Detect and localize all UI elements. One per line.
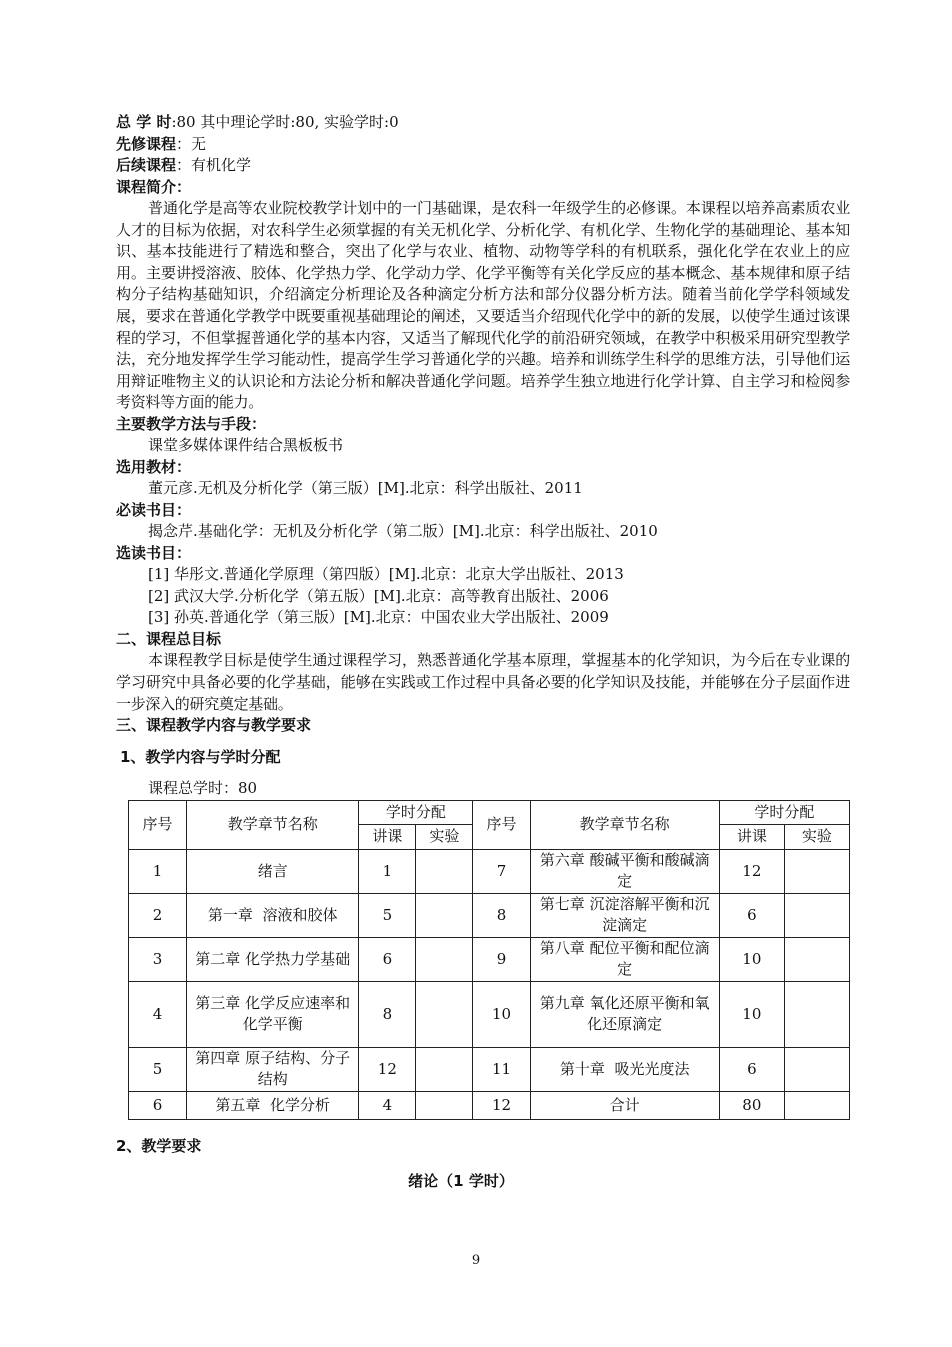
cell-no: 3 — [129, 937, 187, 981]
cell-lab — [416, 1047, 473, 1091]
prereq-line — [116, 134, 850, 156]
optional-item: [2] 武汉大学.分析化学（第五版）[M].北京：高等教育出版社、2006 — [148, 586, 609, 605]
cell-lecture: 8 — [359, 981, 416, 1047]
cell-lab — [784, 1091, 849, 1119]
chapter-number: 第八章 — [539, 939, 585, 958]
header-lecture: 讲课 — [359, 824, 416, 849]
methods-value: 课堂多媒体课件结合黑板板书 — [148, 436, 344, 455]
cell-chapter — [187, 981, 359, 1047]
optional-item: [1] 华彤文.普通化学原理（第四版）[M].北京：北京大学出版社、2013 — [148, 565, 624, 584]
chapter-number: 第七章 — [539, 895, 585, 914]
chapter-number: 第五章 — [215, 1095, 261, 1114]
schedule-table — [128, 800, 850, 1120]
chapter-title: 合计 — [609, 1095, 640, 1114]
prereq-label: 先修课程 — [116, 134, 177, 153]
cell-no: 12 — [473, 1091, 530, 1119]
chapter-title: 沉淀溶解平衡和沉淀滴定 — [589, 895, 710, 935]
optional-label: 选读书目： — [116, 543, 192, 562]
cell-lecture: 6 — [719, 893, 784, 937]
cell-lecture: 10 — [719, 981, 784, 1047]
textbook-label: 选用教材： — [116, 457, 192, 476]
cell-lab — [416, 981, 473, 1047]
cell-chapter — [187, 893, 359, 937]
cell-chapter — [530, 893, 719, 937]
intro-label: 课程简介： — [116, 177, 192, 196]
cell-lab — [416, 893, 473, 937]
page-number: 9 — [471, 1253, 481, 1268]
chapter-number: 第二章 — [195, 949, 241, 968]
cell-no: 10 — [473, 981, 530, 1047]
cell-lab — [784, 937, 849, 981]
cell-chapter — [530, 1091, 719, 1119]
table-row — [129, 893, 850, 937]
total-hours-line — [116, 112, 850, 134]
cell-lecture: 12 — [359, 1047, 416, 1091]
document-body — [116, 112, 850, 1193]
cell-lecture: 4 — [359, 1091, 416, 1119]
header-lecture: 讲课 — [719, 824, 784, 849]
total-hours-note: 课程总学时：80 — [148, 779, 258, 798]
chapter-title: 化学分析 — [269, 1095, 330, 1114]
cell-lab — [784, 849, 849, 893]
chapter-title: 配位平衡和配位滴定 — [589, 939, 710, 979]
cell-lab — [784, 981, 849, 1047]
cell-no: 11 — [473, 1047, 530, 1091]
cell-lecture: 6 — [719, 1047, 784, 1091]
cell-lecture: 12 — [719, 849, 784, 893]
cell-lab — [416, 937, 473, 981]
prereq-value: ：无 — [176, 134, 207, 153]
cell-no: 8 — [473, 893, 530, 937]
chapter-number: 第九章 — [539, 994, 585, 1013]
cell-no: 4 — [129, 981, 187, 1047]
section-title: 绪论（1 学时） — [408, 1172, 514, 1191]
cell-lab — [416, 849, 473, 893]
cell-chapter — [187, 849, 359, 893]
chapter-number: 第四章 — [195, 1049, 241, 1068]
cell-chapter — [187, 1091, 359, 1119]
cell-chapter — [530, 1047, 719, 1091]
follow-label: 后续课程 — [116, 156, 177, 174]
header-lab: 实验 — [416, 824, 473, 849]
optional-item: [3] 孙英.普通化学（第三版）[M].北京：中国农业大学出版社、2009 — [148, 608, 609, 627]
chapter-title: 氧化还原平衡和氧化还原滴定 — [587, 994, 710, 1034]
cell-lab — [416, 1091, 473, 1119]
cell-lecture: 5 — [359, 893, 416, 937]
cell-no: 2 — [129, 893, 187, 937]
cell-no: 6 — [129, 1091, 187, 1119]
chapter-number: 第六章 — [539, 851, 585, 870]
table-row — [129, 1091, 850, 1119]
cell-lecture: 10 — [719, 937, 784, 981]
total-hours-value: :80 其中理论学时:80, 实验学时:0 — [171, 113, 399, 131]
goal-heading: 二、课程总目标 — [116, 629, 222, 648]
content-heading: 三、课程教学内容与教学要求 — [116, 716, 312, 735]
required-label: 必读书目： — [116, 500, 192, 519]
required-value: 揭念芹.基础化学：无机及分析化学（第二版）[M].北京：科学出版社、2010 — [148, 522, 658, 541]
chapter-number: 第三章 — [195, 994, 241, 1013]
table-row — [129, 937, 850, 981]
table-row — [129, 849, 850, 893]
cell-chapter — [187, 1047, 359, 1091]
cell-lab — [784, 1047, 849, 1091]
table-row — [129, 981, 850, 1047]
follow-value: ：有机化学 — [176, 156, 252, 174]
chapter-title: 原子结构、分子结构 — [245, 1049, 351, 1089]
cell-chapter — [187, 937, 359, 981]
cell-no: 5 — [129, 1047, 187, 1091]
header-lab: 实验 — [784, 824, 849, 849]
sub-heading-content: 1、教学内容与学时分配 — [120, 747, 281, 766]
chapter-title: 溶液和胶体 — [262, 905, 338, 924]
cell-no: 9 — [473, 937, 530, 981]
table-row — [129, 1047, 850, 1091]
intro-paragraph: 普通化学是高等农业院校教学计划中的一门基础课，是农科一年级学生的必修课。本课程以培养高素质农业人才的目标为依据，对农科学生必须掌握的有关无机化学、分析化学、有机化学、生物化学的基础理论、基本知识、基本技能进行了精选和整合，突出了化学与农业、植物、动物等学科的有机联系，强化化学在农业上的应用。主要讲授溶液、胶体、化学热力学、化学动力学、化学平衡等有关化学反应的基本概念、基本规律和原子结构分子结构基础知识，介绍滴定分析理论及各种滴定分析方法和部分仪器分析方法。随着当前化学学科领域发展，要求在普通化学教学中既要重视基础理论的阐述，又要适当介绍现代化学中的新的发展，以使学生通过该课程的学习，不但掌握普通化学的基本内容，又适当了解现代化学的前沿研究领域，在教学中积极采用研究型教学法，充分地发挥学生学习能动性，提高学生学习普通化学的兴趣。培养和训练学生科学的思维方法，引导他们运用辩证唯物主义的认识论和方法论分析和解决普通化学问题。培养学生独立地进行化学计算、自主学习和检阅参考资料等方面的能力。 — [116, 199, 850, 412]
cell-chapter — [530, 981, 719, 1047]
goal-paragraph: 本课程教学目标是使学生通过课程学习，熟悉普通化学基本原理，掌握基本的化学知识，为今后在专业课的学习研究中具备必要的化学基础，能够在实践或工作过程中具备必要的化学知识及技能，并能够在分子层面作进一步深入的研究奠定基础。 — [116, 651, 850, 713]
cell-lab — [784, 893, 849, 937]
cell-no: 1 — [129, 849, 187, 893]
header-no: 序号 — [129, 800, 187, 849]
follow-line — [116, 155, 850, 177]
chapter-title: 绪言 — [257, 861, 288, 880]
cell-no: 7 — [473, 849, 530, 893]
header-alloc: 学时分配 — [719, 800, 849, 824]
chapter-number: 第十章 — [559, 1059, 605, 1078]
header-name: 教学章节名称 — [187, 800, 359, 849]
header-name: 教学章节名称 — [530, 800, 719, 849]
cell-lecture: 80 — [719, 1091, 784, 1119]
cell-chapter — [530, 849, 719, 893]
header-no: 序号 — [473, 800, 530, 849]
methods-label: 主要教学方法与手段： — [116, 414, 267, 433]
chapter-title: 化学反应速率和化学平衡 — [242, 994, 351, 1034]
cell-lecture: 6 — [359, 937, 416, 981]
chapter-title: 吸光光度法 — [614, 1059, 690, 1078]
header-alloc: 学时分配 — [359, 800, 473, 824]
chapter-title: 化学热力学基础 — [245, 949, 351, 968]
sub-heading-requirements: 2、教学要求 — [116, 1136, 202, 1155]
cell-chapter — [530, 937, 719, 981]
cell-lecture: 1 — [359, 849, 416, 893]
chapter-title: 酸碱平衡和酸碱滴定 — [589, 851, 710, 891]
total-hours-label: 总 学 时 — [116, 113, 172, 131]
textbook-value: 董元彦.无机及分析化学（第三版）[M].北京：科学出版社、2011 — [148, 479, 583, 498]
chapter-number: 第一章 — [207, 905, 253, 924]
